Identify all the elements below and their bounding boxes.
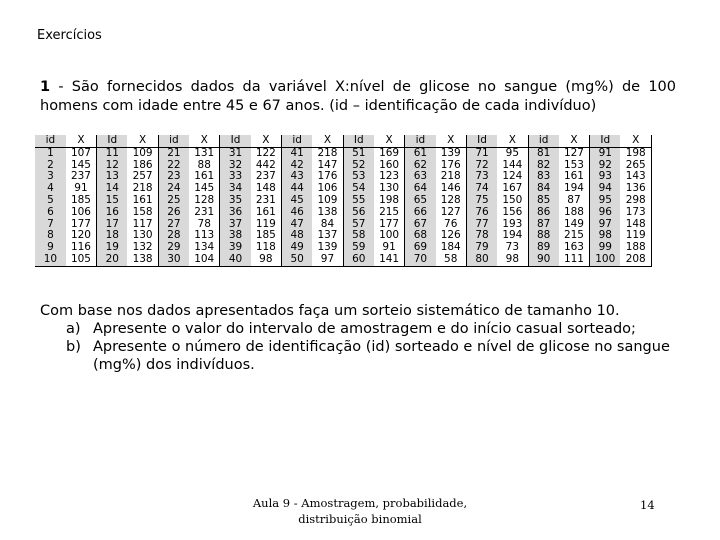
task-text-b: Apresente o número de identificação (id) sorteado e nível de glicose no sangue (mg%) dos indivíduos. xyxy=(93,339,670,373)
id-cell: 63 xyxy=(405,171,436,183)
table-row xyxy=(35,242,652,254)
glucose-cell: 98 xyxy=(251,254,282,266)
glucose-cell: 124 xyxy=(497,171,528,183)
id-cell: 30 xyxy=(158,254,189,266)
footer-line-1: Aula 9 - Amostragem, probabilidade, xyxy=(252,496,468,510)
glucose-cell: 193 xyxy=(497,219,528,231)
glucose-cell: 150 xyxy=(497,195,528,207)
glucose-cell: 87 xyxy=(559,195,590,207)
table-row xyxy=(35,219,652,231)
id-cell: 76 xyxy=(466,207,497,219)
column-header-x: X xyxy=(620,135,651,147)
table-row xyxy=(35,183,652,195)
id-cell: 50 xyxy=(282,254,313,266)
id-cell: 88 xyxy=(528,230,559,242)
glucose-cell: 237 xyxy=(66,171,97,183)
glucose-cell: 126 xyxy=(436,230,467,242)
column-header-x: X xyxy=(374,135,405,147)
glucose-cell: 132 xyxy=(127,242,158,254)
footer-caption xyxy=(250,495,470,527)
id-cell: 77 xyxy=(466,219,497,231)
id-cell: 47 xyxy=(282,219,313,231)
id-cell: 53 xyxy=(343,171,374,183)
id-cell: 23 xyxy=(158,171,189,183)
id-cell: 89 xyxy=(528,242,559,254)
id-cell: 1 xyxy=(35,147,66,159)
id-cell: 28 xyxy=(158,230,189,242)
glucose-cell: 167 xyxy=(497,183,528,195)
glucose-cell: 160 xyxy=(374,160,405,172)
glucose-cell: 104 xyxy=(189,254,220,266)
id-cell: 49 xyxy=(282,242,313,254)
column-header-x: X xyxy=(497,135,528,147)
column-header-id: Id xyxy=(343,135,374,147)
id-cell: 83 xyxy=(528,171,559,183)
glucose-cell: 208 xyxy=(620,254,651,266)
id-cell: 4 xyxy=(35,183,66,195)
id-cell: 99 xyxy=(590,242,621,254)
glucose-cell: 119 xyxy=(620,230,651,242)
glucose-cell: 147 xyxy=(312,160,343,172)
id-cell: 80 xyxy=(466,254,497,266)
glucose-cell: 148 xyxy=(620,219,651,231)
id-cell: 6 xyxy=(35,207,66,219)
glucose-cell: 144 xyxy=(497,160,528,172)
glucose-cell: 194 xyxy=(559,183,590,195)
id-cell: 74 xyxy=(466,183,497,195)
glucose-cell: 84 xyxy=(312,219,343,231)
glucose-cell: 58 xyxy=(436,254,467,266)
glucose-cell: 134 xyxy=(189,242,220,254)
id-cell: 42 xyxy=(282,160,313,172)
id-cell: 94 xyxy=(590,183,621,195)
glucose-cell: 163 xyxy=(559,242,590,254)
task-intro: Com base nos dados apresentados faça um sorteio sistemático de tamanho 10. xyxy=(40,303,620,319)
id-cell: 13 xyxy=(97,171,128,183)
id-cell: 75 xyxy=(466,195,497,207)
id-cell: 56 xyxy=(343,207,374,219)
glucose-cell: 218 xyxy=(312,147,343,159)
glucose-cell: 122 xyxy=(251,147,282,159)
glucose-cell: 176 xyxy=(312,171,343,183)
id-cell: 59 xyxy=(343,242,374,254)
glucose-cell: 128 xyxy=(436,195,467,207)
glucose-cell: 73 xyxy=(497,242,528,254)
glucose-cell: 231 xyxy=(189,207,220,219)
id-cell: 60 xyxy=(343,254,374,266)
id-cell: 25 xyxy=(158,195,189,207)
glucose-cell: 145 xyxy=(66,160,97,172)
glucose-cell: 117 xyxy=(127,219,158,231)
table-row xyxy=(35,160,652,172)
column-header-id: Id xyxy=(220,135,251,147)
glucose-cell: 148 xyxy=(251,183,282,195)
id-cell: 90 xyxy=(528,254,559,266)
glucose-cell: 158 xyxy=(127,207,158,219)
id-cell: 38 xyxy=(220,230,251,242)
glucose-data-table xyxy=(35,135,652,267)
column-header-id: Id xyxy=(590,135,621,147)
id-cell: 54 xyxy=(343,183,374,195)
id-cell: 67 xyxy=(405,219,436,231)
table-row xyxy=(35,230,652,242)
glucose-cell: 88 xyxy=(189,160,220,172)
glucose-cell: 231 xyxy=(251,195,282,207)
column-header-x: X xyxy=(312,135,343,147)
id-cell: 15 xyxy=(97,195,128,207)
id-cell: 62 xyxy=(405,160,436,172)
id-cell: 97 xyxy=(590,219,621,231)
id-cell: 58 xyxy=(343,230,374,242)
glucose-cell: 185 xyxy=(66,195,97,207)
id-cell: 39 xyxy=(220,242,251,254)
id-cell: 22 xyxy=(158,160,189,172)
glucose-cell: 173 xyxy=(620,207,651,219)
glucose-cell: 131 xyxy=(189,147,220,159)
id-cell: 8 xyxy=(35,230,66,242)
id-cell: 10 xyxy=(35,254,66,266)
glucose-cell: 265 xyxy=(620,160,651,172)
id-cell: 44 xyxy=(282,183,313,195)
glucose-cell: 184 xyxy=(436,242,467,254)
page-number: 14 xyxy=(640,498,655,512)
glucose-cell: 138 xyxy=(312,207,343,219)
id-cell: 45 xyxy=(282,195,313,207)
glucose-cell: 91 xyxy=(374,242,405,254)
id-cell: 81 xyxy=(528,147,559,159)
glucose-cell: 188 xyxy=(559,207,590,219)
glucose-cell: 123 xyxy=(374,171,405,183)
id-cell: 64 xyxy=(405,183,436,195)
id-cell: 72 xyxy=(466,160,497,172)
id-cell: 70 xyxy=(405,254,436,266)
table-row xyxy=(35,195,652,207)
glucose-cell: 198 xyxy=(374,195,405,207)
glucose-cell: 143 xyxy=(620,171,651,183)
glucose-cell: 95 xyxy=(497,147,528,159)
glucose-cell: 177 xyxy=(66,219,97,231)
id-cell: 16 xyxy=(97,207,128,219)
glucose-cell: 113 xyxy=(189,230,220,242)
id-cell: 82 xyxy=(528,160,559,172)
glucose-cell: 215 xyxy=(374,207,405,219)
glucose-cell: 107 xyxy=(66,147,97,159)
task-item-a xyxy=(40,320,680,338)
id-cell: 9 xyxy=(35,242,66,254)
id-cell: 40 xyxy=(220,254,251,266)
column-header-id: id xyxy=(405,135,436,147)
glucose-cell: 161 xyxy=(559,171,590,183)
id-cell: 78 xyxy=(466,230,497,242)
task-item-b xyxy=(40,338,680,374)
glucose-cell: 109 xyxy=(127,147,158,159)
id-cell: 41 xyxy=(282,147,313,159)
glucose-cell: 100 xyxy=(374,230,405,242)
id-cell: 7 xyxy=(35,219,66,231)
glucose-cell: 78 xyxy=(189,219,220,231)
id-cell: 2 xyxy=(35,160,66,172)
id-cell: 26 xyxy=(158,207,189,219)
glucose-cell: 198 xyxy=(620,147,651,159)
glucose-cell: 186 xyxy=(127,160,158,172)
glucose-cell: 237 xyxy=(251,171,282,183)
glucose-cell: 106 xyxy=(312,183,343,195)
id-cell: 3 xyxy=(35,171,66,183)
glucose-cell: 127 xyxy=(559,147,590,159)
glucose-cell: 218 xyxy=(436,171,467,183)
id-cell: 29 xyxy=(158,242,189,254)
column-header-x: X xyxy=(251,135,282,147)
id-cell: 79 xyxy=(466,242,497,254)
footer-line-2: distribuição binomial xyxy=(298,512,422,526)
table-row xyxy=(35,147,652,159)
table-row xyxy=(35,171,652,183)
glucose-cell: 177 xyxy=(374,219,405,231)
id-cell: 20 xyxy=(97,254,128,266)
id-cell: 92 xyxy=(590,160,621,172)
column-header-id: Id xyxy=(97,135,128,147)
glucose-cell: 120 xyxy=(66,230,97,242)
id-cell: 69 xyxy=(405,242,436,254)
column-header-x: X xyxy=(436,135,467,147)
glucose-cell: 130 xyxy=(374,183,405,195)
id-cell: 14 xyxy=(97,183,128,195)
id-cell: 96 xyxy=(590,207,621,219)
glucose-cell: 119 xyxy=(251,219,282,231)
glucose-cell: 111 xyxy=(559,254,590,266)
glucose-cell: 194 xyxy=(497,230,528,242)
task-list xyxy=(40,320,680,374)
id-cell: 17 xyxy=(97,219,128,231)
glucose-cell: 161 xyxy=(127,195,158,207)
id-cell: 66 xyxy=(405,207,436,219)
glucose-cell: 141 xyxy=(374,254,405,266)
id-cell: 24 xyxy=(158,183,189,195)
column-header-x: X xyxy=(189,135,220,147)
id-cell: 100 xyxy=(590,254,621,266)
id-cell: 52 xyxy=(343,160,374,172)
glucose-cell: 218 xyxy=(127,183,158,195)
glucose-cell: 118 xyxy=(251,242,282,254)
table-row xyxy=(35,207,652,219)
glucose-cell: 161 xyxy=(189,171,220,183)
id-cell: 55 xyxy=(343,195,374,207)
glucose-cell: 169 xyxy=(374,147,405,159)
glucose-cell: 137 xyxy=(312,230,343,242)
id-cell: 93 xyxy=(590,171,621,183)
task-marker-b: b) xyxy=(66,339,81,355)
id-cell: 85 xyxy=(528,195,559,207)
id-cell: 21 xyxy=(158,147,189,159)
glucose-cell: 149 xyxy=(559,219,590,231)
glucose-cell: 145 xyxy=(189,183,220,195)
id-cell: 86 xyxy=(528,207,559,219)
id-cell: 5 xyxy=(35,195,66,207)
id-cell: 57 xyxy=(343,219,374,231)
column-header-id: id xyxy=(158,135,189,147)
glucose-cell: 156 xyxy=(497,207,528,219)
task-text-a: Apresente o valor do intervalo de amostragem e do início casual sorteado; xyxy=(93,321,636,337)
id-cell: 35 xyxy=(220,195,251,207)
id-cell: 19 xyxy=(97,242,128,254)
column-header-id: id xyxy=(282,135,313,147)
task-marker-a: a) xyxy=(66,321,81,337)
problem-number: 1 xyxy=(40,79,51,95)
table-header-row xyxy=(35,135,652,147)
id-cell: 91 xyxy=(590,147,621,159)
id-cell: 46 xyxy=(282,207,313,219)
column-header-id: Id xyxy=(466,135,497,147)
id-cell: 98 xyxy=(590,230,621,242)
glucose-cell: 128 xyxy=(189,195,220,207)
id-cell: 34 xyxy=(220,183,251,195)
glucose-cell: 215 xyxy=(559,230,590,242)
id-cell: 65 xyxy=(405,195,436,207)
glucose-cell: 153 xyxy=(559,160,590,172)
glucose-cell: 442 xyxy=(251,160,282,172)
slide-title: Exercícios xyxy=(37,28,102,43)
id-cell: 33 xyxy=(220,171,251,183)
glucose-cell: 136 xyxy=(620,183,651,195)
id-cell: 95 xyxy=(590,195,621,207)
id-cell: 68 xyxy=(405,230,436,242)
glucose-cell: 185 xyxy=(251,230,282,242)
glucose-cell: 176 xyxy=(436,160,467,172)
id-cell: 31 xyxy=(220,147,251,159)
glucose-cell: 130 xyxy=(127,230,158,242)
id-cell: 71 xyxy=(466,147,497,159)
column-header-x: X xyxy=(559,135,590,147)
id-cell: 73 xyxy=(466,171,497,183)
column-header-id: id xyxy=(528,135,559,147)
id-cell: 32 xyxy=(220,160,251,172)
column-header-x: X xyxy=(66,135,97,147)
id-cell: 11 xyxy=(97,147,128,159)
id-cell: 61 xyxy=(405,147,436,159)
glucose-cell: 298 xyxy=(620,195,651,207)
glucose-cell: 76 xyxy=(436,219,467,231)
glucose-cell: 98 xyxy=(497,254,528,266)
task-section xyxy=(40,302,680,374)
id-cell: 43 xyxy=(282,171,313,183)
glucose-cell: 139 xyxy=(312,242,343,254)
column-header-x: X xyxy=(127,135,158,147)
glucose-cell: 188 xyxy=(620,242,651,254)
id-cell: 18 xyxy=(97,230,128,242)
table-row xyxy=(35,254,652,266)
glucose-cell: 91 xyxy=(66,183,97,195)
glucose-cell: 105 xyxy=(66,254,97,266)
glucose-cell: 116 xyxy=(66,242,97,254)
glucose-cell: 257 xyxy=(127,171,158,183)
glucose-cell: 139 xyxy=(436,147,467,159)
id-cell: 87 xyxy=(528,219,559,231)
id-cell: 51 xyxy=(343,147,374,159)
glucose-cell: 106 xyxy=(66,207,97,219)
glucose-cell: 161 xyxy=(251,207,282,219)
glucose-cell: 127 xyxy=(436,207,467,219)
problem-statement xyxy=(40,78,676,116)
id-cell: 37 xyxy=(220,219,251,231)
glucose-cell: 109 xyxy=(312,195,343,207)
id-cell: 84 xyxy=(528,183,559,195)
glucose-cell: 97 xyxy=(312,254,343,266)
id-cell: 27 xyxy=(158,219,189,231)
id-cell: 36 xyxy=(220,207,251,219)
id-cell: 12 xyxy=(97,160,128,172)
problem-text: - São fornecidos dados da variável X:nível de glicose no sangue (mg%) de 100 homens com idade entre 45 e 67 anos. (id – identificação de cada indivíduo) xyxy=(40,79,676,114)
glucose-cell: 138 xyxy=(127,254,158,266)
id-cell: 48 xyxy=(282,230,313,242)
column-header-id: id xyxy=(35,135,66,147)
glucose-cell: 146 xyxy=(436,183,467,195)
